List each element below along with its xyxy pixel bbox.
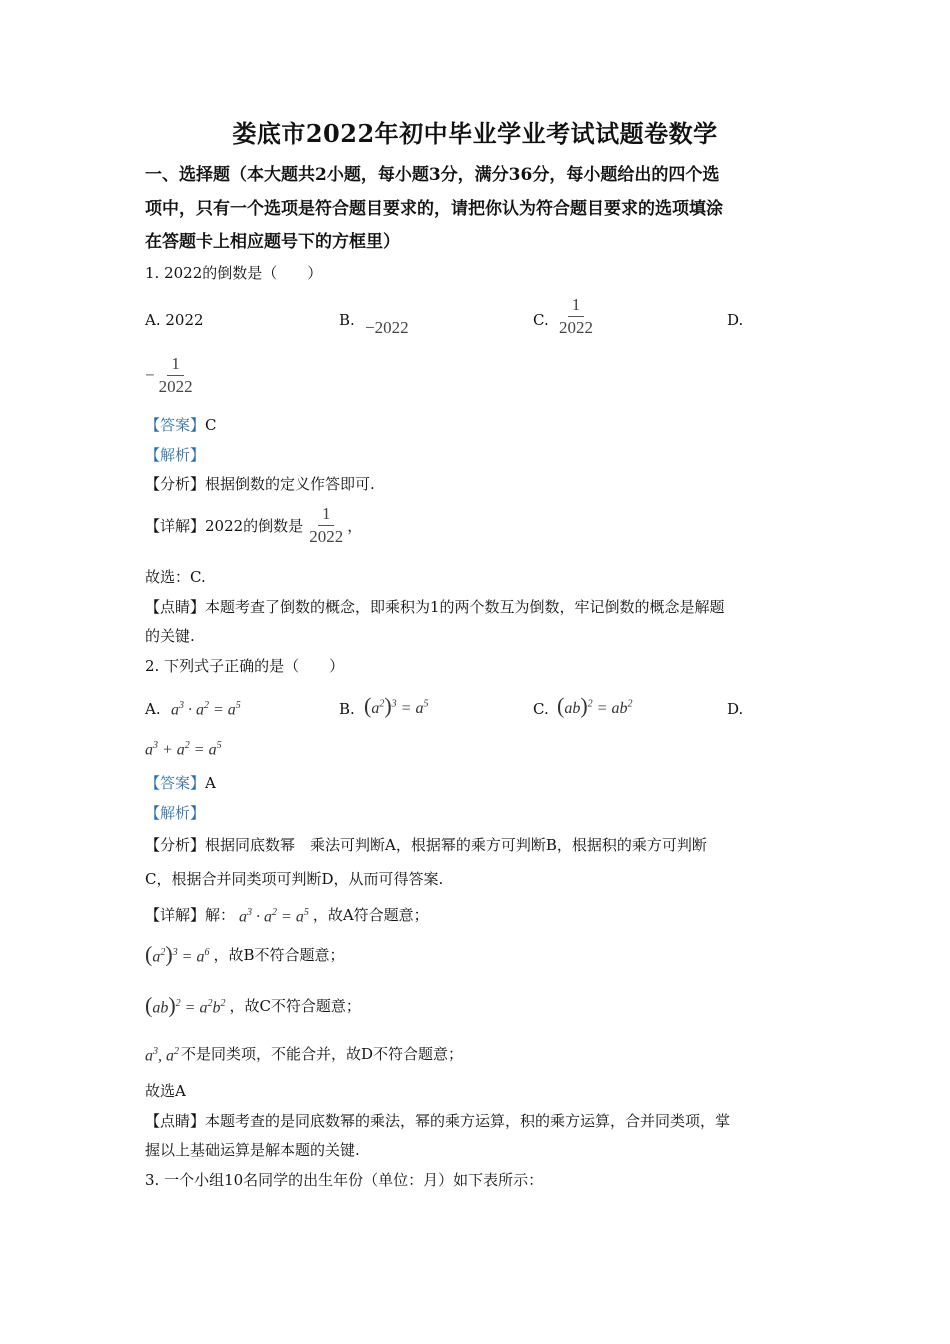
q2-fenxi-line2: C，根据合并同类项可判断D，从而可得答案. bbox=[145, 870, 444, 888]
q2-option-d-label: D. bbox=[727, 700, 744, 718]
q1-option-b-label: B. bbox=[339, 311, 355, 329]
q2-xiangjie-c bbox=[145, 993, 361, 1019]
xiangjie-b-text: ，故B不符合题意； bbox=[213, 946, 345, 965]
answer-tag: 【答案】 bbox=[145, 416, 206, 434]
frac-numerator: 1 bbox=[568, 296, 585, 317]
xiangjie-text: 【详解】2022的倒数是 bbox=[145, 516, 304, 535]
q1-answer bbox=[145, 414, 217, 436]
q1-fenxi: 【分析】根据倒数的定义作答即可. bbox=[145, 475, 375, 493]
frac-numerator: 1 bbox=[318, 505, 335, 526]
frac-denominator: 2022 bbox=[158, 377, 193, 396]
q2-option-a-label: A. bbox=[145, 700, 161, 718]
q1-dianjing-line1: 【点睛】本题考查了倒数的概念，即乘积为1的两个数互为倒数，牢记倒数的概念是解题 bbox=[145, 598, 725, 616]
answer-value: C bbox=[205, 416, 217, 434]
section-heading-line2: 项中，只有一个选项是符合题目要求的，请把你认为符合题目要求的选项填涂 bbox=[145, 199, 723, 219]
page-title: 娄底市2022年初中毕业学业考试试题卷数学 bbox=[232, 119, 718, 148]
q2-dianjing-line1: 【点睛】本题考查的是同底数幂的乘法，幂的乘方运算，积的乘方运算，合并同类项，掌 bbox=[145, 1112, 731, 1130]
xiangjie-c-text: ，故C不符合题意； bbox=[229, 997, 361, 1016]
q2-option-c-formula: $(ab)^2 = ab^2$ bbox=[557, 693, 633, 718]
section-heading-line1: 一、选择题（本大题共2小题，每小题3分，满分36分，每小题给出的四个选 bbox=[145, 165, 720, 185]
q2-option-c-label: C. bbox=[533, 700, 549, 718]
q2-option-b-formula: $(a^2)^3 = a^5$ bbox=[364, 693, 429, 718]
q2-guxuan: 故选A bbox=[145, 1082, 186, 1100]
q1-dianjing-line2: 的关键. bbox=[145, 627, 195, 645]
q2-fenxi-line1: 【分析】根据同底数幂 乘法可判断A，根据幂的乘方可判断B，根据积的乘方可判断 bbox=[145, 836, 707, 854]
q1-guxuan: 故选：C. bbox=[145, 568, 206, 586]
q2-dianjing-line2: 握以上基础运算是解本题的关键. bbox=[145, 1141, 360, 1159]
q1-option-c-fraction bbox=[555, 296, 597, 337]
answer-tag: 【答案】 bbox=[145, 774, 206, 792]
q2-option-a-formula: $a^3 \cdot a^2 = a^5$ bbox=[171, 700, 241, 719]
answer-value: A bbox=[205, 774, 216, 792]
q2-xiangjie-d bbox=[145, 1041, 463, 1067]
minus-sign: − bbox=[145, 365, 155, 385]
q1-option-d-label: D. bbox=[727, 311, 744, 329]
q1-analysis-tag: 【解析】 bbox=[145, 446, 206, 464]
q1-option-c-label: C. bbox=[533, 311, 549, 329]
q2-stem: 2. 下列式子正确的是（ ） bbox=[145, 657, 345, 675]
frac-denominator: 2022 bbox=[309, 527, 344, 546]
frac-denominator: 2022 bbox=[559, 318, 593, 337]
formula-b: $(a^2)^3 = a^6$ bbox=[145, 941, 210, 967]
formula-c: $(ab)^2 = a^2b^2$ bbox=[145, 992, 226, 1018]
xiangjie-tail: ， bbox=[347, 516, 363, 535]
q2-option-d-formula: $a^3 + a^2 = a^5$ bbox=[145, 740, 222, 759]
frac-numerator: 1 bbox=[167, 355, 184, 376]
section-heading-line3: 在答题卡上相应题号下的方框里） bbox=[145, 232, 400, 252]
xiangjie-a-text: ，故A符合题意； bbox=[312, 906, 429, 925]
q2-answer bbox=[145, 772, 216, 794]
q1-option-a: A. 2022 bbox=[145, 311, 204, 329]
xiangjie-d-text: 不是同类项，不能合并，故D不符合题意； bbox=[181, 1045, 464, 1064]
q1-xiangjie bbox=[145, 505, 362, 546]
q2-xiangjie-a bbox=[145, 902, 429, 928]
q1-option-b-value: −2022 bbox=[365, 318, 409, 337]
q2-analysis-tag: 【解析】 bbox=[145, 804, 206, 822]
xiangjie-head: 【详解】解： bbox=[145, 906, 236, 925]
q1-option-d-value bbox=[145, 355, 197, 396]
q3-stem: 3. 一个小组10名同学的出生年份（单位：月）如下表所示： bbox=[145, 1171, 544, 1189]
q1-stem: 1. 2022的倒数是（ ） bbox=[145, 264, 323, 282]
formula-d: $a^3$, $a^2$ bbox=[145, 1046, 179, 1065]
formula-a: $a^3 \cdot a^2 = a^5$ bbox=[239, 907, 309, 926]
q2-option-b-label: B. bbox=[339, 700, 355, 718]
q2-xiangjie-b bbox=[145, 942, 344, 968]
